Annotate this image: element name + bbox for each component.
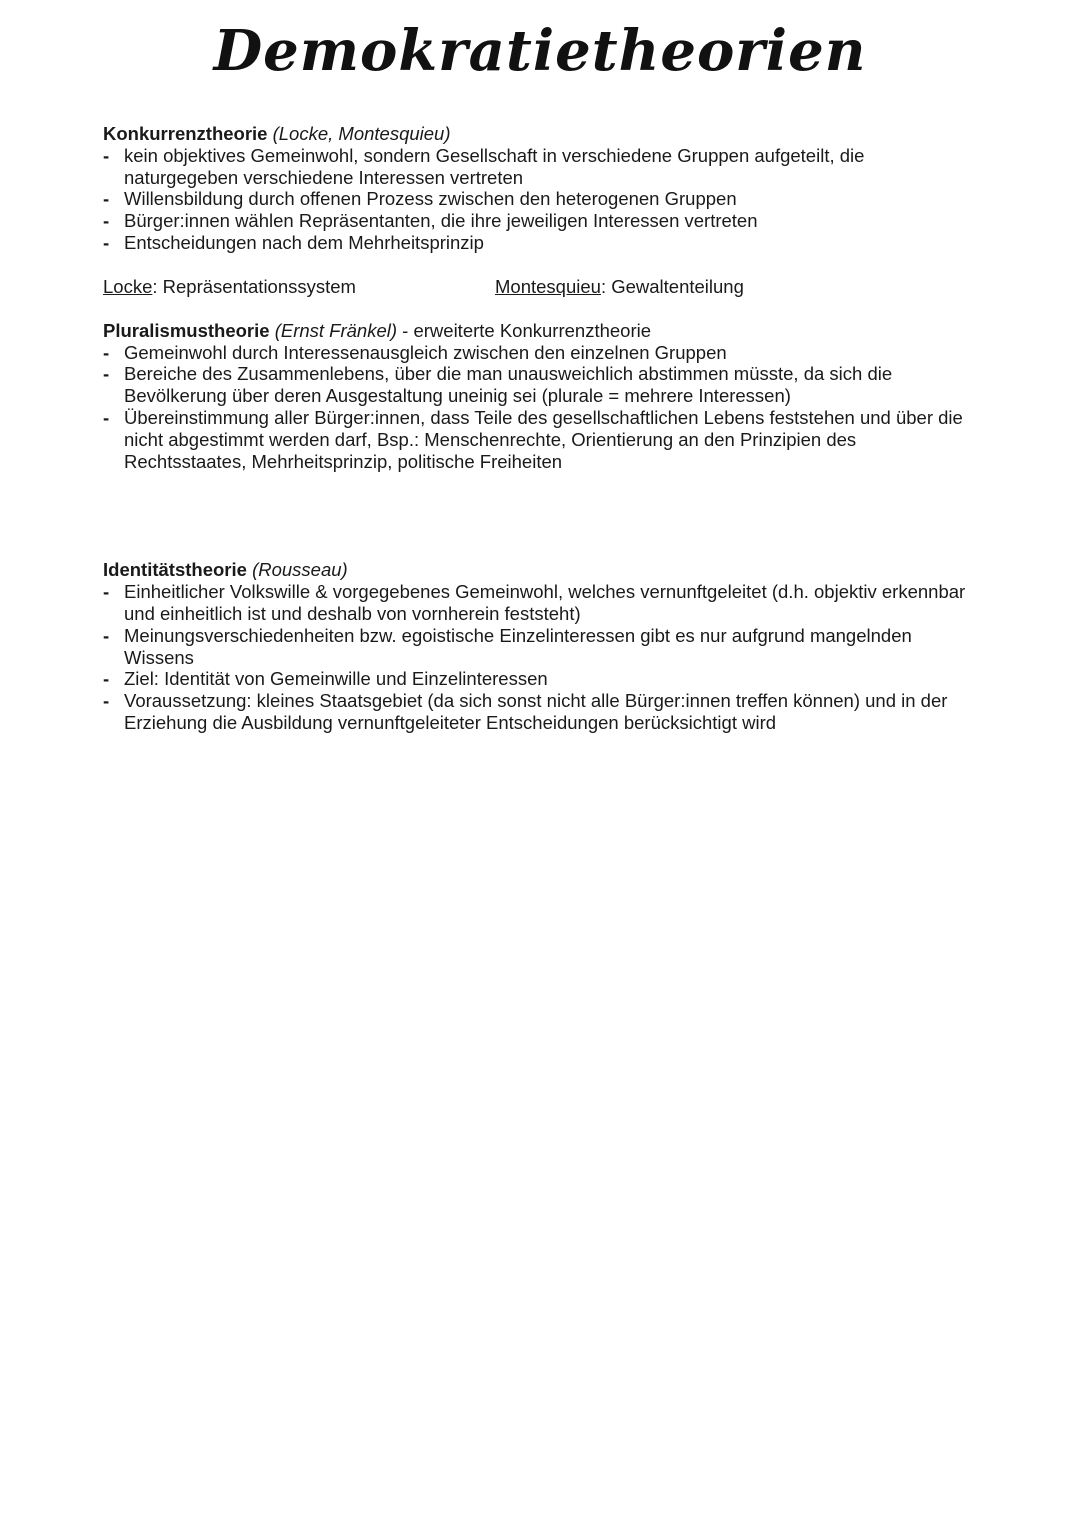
bullet-list bbox=[103, 342, 983, 473]
section-konkurrenztheorie bbox=[103, 123, 983, 254]
section-heading-name: Konkurrenztheorie bbox=[103, 123, 268, 144]
section-heading-authors: (Locke, Montesquieu) bbox=[272, 123, 451, 144]
section-heading-name: Pluralismustheorie bbox=[103, 319, 270, 341]
section-heading bbox=[103, 320, 983, 342]
list-item: - Gemeinwohl durch Interessenausgleich zwischen den einzelnen Gruppen bbox=[103, 342, 983, 364]
list-item: - Entscheidungen nach dem Mehrheitsprinzip bbox=[103, 232, 983, 254]
list-item: - Einheitlicher Volkswille & vorgegebenes Gemeinwohl, welches vernunftgeleitet (d.h. objektiv erkennbar und einheitlich ist und deshalb von vornherein feststeht) bbox=[103, 581, 983, 625]
list-item: - kein objektives Gemeinwohl, sondern Gesellschaft in verschiedene Gruppen aufgeteilt, die naturgegeben verschiedene Interessen vertreten bbox=[103, 145, 983, 189]
list-item: - Voraussetzung: kleines Staatsgebiet (da sich sonst nicht alle Bürger:innen treffen können) und in der Erziehung die Ausbildung vernunftgeleiteter Entscheidungen berücksichtigt wird bbox=[103, 690, 983, 734]
montesquieu-desc: : Gewaltenteilung bbox=[600, 275, 744, 297]
locke-entry bbox=[103, 276, 356, 298]
document-body bbox=[103, 123, 983, 734]
list-item: - Meinungsverschiedenheiten bzw. egoistische Einzelinteressen gibt es nur aufgrund mangelnden Wissens bbox=[103, 625, 983, 669]
page-title: Demokratietheorien bbox=[213, 18, 867, 84]
locke-desc: : Repräsentationssystem bbox=[152, 275, 356, 297]
section-heading bbox=[103, 559, 983, 581]
section-heading bbox=[103, 123, 983, 145]
list-item: - Bereiche des Zusammenlebens, über die man unausweichlich abstimmen müsste, da sich die Bevölkerung über deren Ausgestaltung uneinig sei (plurale = mehrere Interessen) bbox=[103, 363, 983, 407]
section-heading-name: Identitätstheorie bbox=[103, 559, 247, 581]
montesquieu-term: Montesquieu bbox=[495, 275, 601, 297]
list-item: - Ziel: Identität von Gemeinwille und Einzelinteressen bbox=[103, 668, 983, 690]
bullet-list bbox=[103, 581, 983, 734]
section-identitaetstheorie bbox=[103, 559, 983, 733]
locke-term: Locke bbox=[103, 275, 153, 297]
section-heading-authors: (Ernst Fränkel) bbox=[274, 319, 398, 341]
bullet-list bbox=[103, 145, 983, 254]
section-heading-authors: (Rousseau) bbox=[252, 559, 348, 581]
list-item: - Willensbildung durch offenen Prozess zwischen den heterogenen Gruppen bbox=[103, 188, 983, 210]
montesquieu-entry bbox=[495, 276, 744, 298]
section-heading-suffix: - erweiterte Konkurrenztheorie bbox=[397, 319, 652, 341]
list-item: - Übereinstimmung aller Bürger:innen, dass Teile des gesellschaftlichen Lebens feststehen und über die nicht abgestimmt werden darf, Bsp.: Menschenrechte, Orientierung an den Prinzipien des Rechtsstaates, Mehrheitsprinzip, politische Freiheiten bbox=[103, 407, 983, 472]
section-pluralismustheorie bbox=[103, 320, 983, 473]
locke-montesquieu-line bbox=[103, 276, 983, 298]
list-item: - Bürger:innen wählen Repräsentanten, die ihre jeweiligen Interessen vertreten bbox=[103, 210, 983, 232]
